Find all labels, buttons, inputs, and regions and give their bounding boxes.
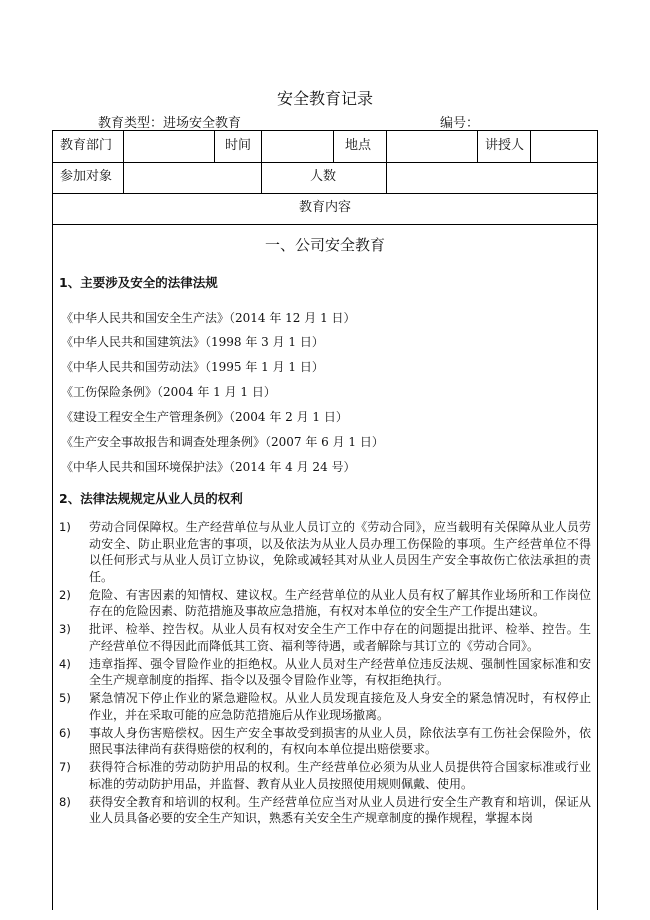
list-item xyxy=(59,759,591,792)
item-number: 7) xyxy=(59,760,71,774)
page-title: 安全教育记录 xyxy=(276,89,373,108)
law-item: 《中华人民共和国建筑法》（1998 年 3 月 1 日） xyxy=(61,335,324,349)
lecturer-label: 讲授人 xyxy=(485,138,525,153)
item-number: 1) xyxy=(59,520,71,534)
col-divider xyxy=(333,131,334,162)
list-item xyxy=(59,794,591,827)
list-item xyxy=(59,690,591,723)
section-title: 一、公司安全教育 xyxy=(264,236,385,254)
item-number: 4) xyxy=(59,656,71,671)
item-text: 劳动合同保障权。生产经营单位与从业人员订立的《劳动合同》，应当载明有关保障从业人员劳动安全、防止职业危害的事项，以及依法为从业人员办理工伤保险的事项。生产经营单位不得以任何形式与从业人员订立协议，免除或减轻其对从业人员因生产安全事故伤亡依法承担的责任。 xyxy=(89,520,591,584)
col-divider xyxy=(261,131,262,162)
law-item: 《工伤保险条例》（2004 年 1 月 1 日） xyxy=(61,385,276,399)
rights-heading: 2、法律法规规定从业人员的权利 xyxy=(59,491,243,506)
item-text: 批评、检举、控告权。从业人员有权对安全生产工作中存在的问题提出批评、检举、控告。生产经营单位不得因此而降低其工资、福利等待遇，或者解除与其订立的《劳动合同》。 xyxy=(89,622,591,653)
item-text: 获得安全教育和培训的权利。生产经营单位应当对从业人员进行安全生产教育和培训，保证从业人员具备必要的安全生产知识，熟悉有关安全生产规章制度的操作规程，掌握本岗 xyxy=(89,794,591,825)
record-number: 编号： xyxy=(440,116,480,131)
row-divider xyxy=(53,224,597,225)
dept-label: 教育部门 xyxy=(60,138,113,153)
item-text: 违章指挥、强令冒险作业的拒绝权。从业人员对生产经营单位违反法规、强制性国家标准和安全生产规章制度的指挥、指令以及强令冒险作业等，有权拒绝执行。 xyxy=(89,656,591,687)
item-number: 6) xyxy=(59,725,71,740)
content-label: 教育内容 xyxy=(298,200,351,215)
item-text: 获得符合标准的劳动防护用品的权利。生产经营单位必须为从业人员提供符合国家标准或行业标准的劳动防护用品，并监督、教育从业人员按照使用规则佩戴、使用。 xyxy=(89,760,591,791)
list-item xyxy=(59,621,591,654)
row-divider xyxy=(53,162,597,163)
count-label: 人数 xyxy=(310,169,337,184)
item-number: 2) xyxy=(59,587,71,602)
col-divider xyxy=(530,131,531,162)
record-form xyxy=(52,130,598,910)
col-divider xyxy=(386,162,387,193)
time-label: 时间 xyxy=(225,138,252,153)
law-item: 《建设工程安全生产管理条例》（2004 年 2 月 1 日） xyxy=(61,410,348,424)
col-divider xyxy=(123,162,124,193)
row-divider xyxy=(53,193,597,194)
item-number: 8) xyxy=(59,794,71,809)
law-item: 《中华人民共和国安全生产法》（2014 年 12 月 1 日） xyxy=(61,311,356,325)
law-item: 《中华人民共和国环境保护法》（2014 年 4 月 24 号） xyxy=(61,460,356,474)
col-divider xyxy=(261,162,262,193)
participants-label: 参加对象 xyxy=(60,169,113,184)
list-item xyxy=(59,587,591,620)
col-divider xyxy=(477,131,478,162)
item-text: 危险、有害因素的知情权、建议权。生产经营单位的从业人员有权了解其作业场所和工作岗位存在的危险因素、防范措施及事故应急措施，有权对本单位的安全生产工作提出建议。 xyxy=(89,587,591,618)
education-type: 教育类型：进场安全教育 xyxy=(98,116,242,131)
law-item: 《生产安全事故报告和调查处理条例》（2007 年 6 月 1 日） xyxy=(61,435,384,449)
item-number: 3) xyxy=(59,622,71,636)
laws-heading: 1、主要涉及安全的法律法规 xyxy=(59,275,218,290)
law-item: 《中华人民共和国劳动法》（1995 年 1 月 1 日） xyxy=(61,360,324,374)
list-item xyxy=(59,656,591,689)
item-number: 5) xyxy=(59,691,71,705)
item-text: 紧急情况下停止作业的紧急避险权。从业人员发现直接危及人身安全的紧急情况时，有权停止作业，并在采取可能的应急防范措施后从作业现场撤离。 xyxy=(89,691,591,722)
rights-list xyxy=(59,519,591,828)
col-divider xyxy=(123,131,124,162)
list-item xyxy=(59,519,591,585)
list-item xyxy=(59,725,591,758)
col-divider xyxy=(386,131,387,162)
col-divider xyxy=(214,131,215,162)
place-label: 地点 xyxy=(345,138,372,153)
item-text: 事故人身伤害赔偿权。因生产安全事故受到损害的从业人员，除依法享有工伤社会保险外，依照民事法律尚有获得赔偿的权利的，有权向本单位提出赔偿要求。 xyxy=(89,725,591,756)
